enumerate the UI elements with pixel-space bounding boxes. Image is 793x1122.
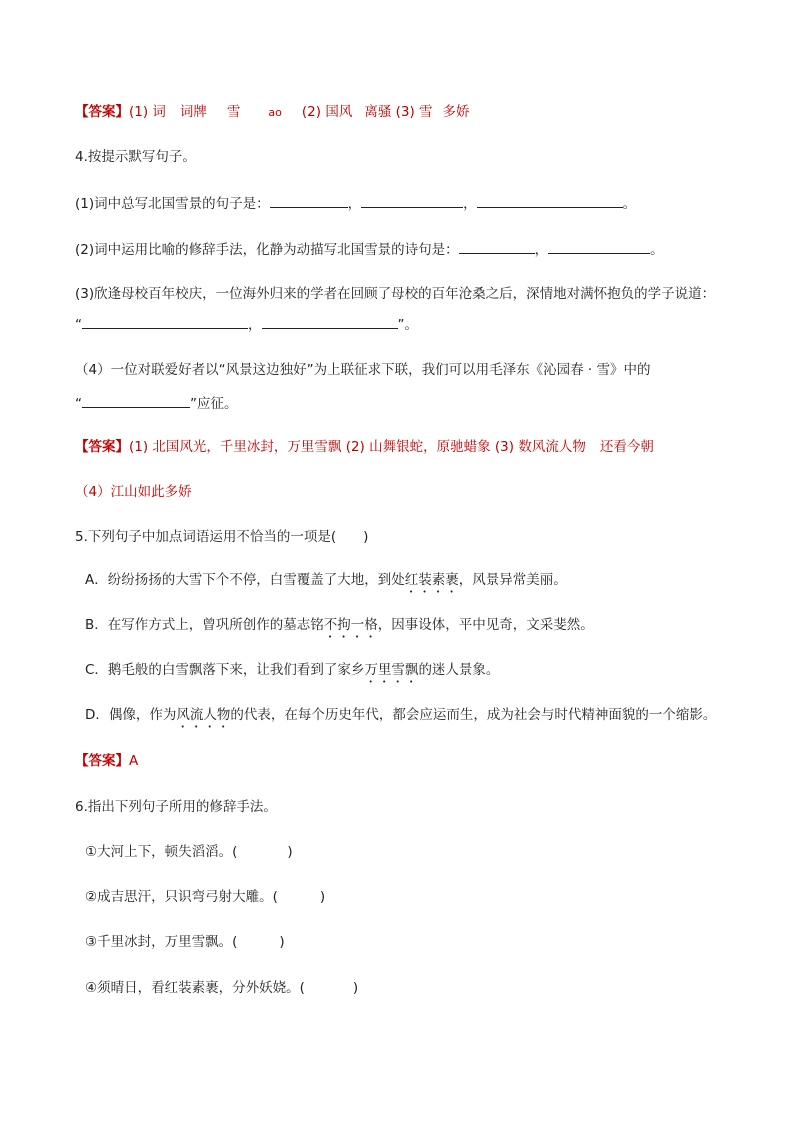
answer-4-line-2: [75, 482, 192, 502]
answer-blank[interactable]: [82, 393, 190, 408]
open-quote: “: [75, 396, 82, 412]
item-end: ”应征。: [190, 396, 238, 412]
dotted-word: 不拘一格: [323, 617, 378, 633]
dotted-word: 红装素裹: [404, 572, 459, 588]
item-text: ①大河上下，顿失滔滔。(: [85, 844, 238, 860]
answer-part: ao: [268, 106, 282, 119]
answer-part: (2) 国风: [301, 104, 353, 120]
answer-tag: 【答案】: [75, 753, 129, 769]
option-d[interactable]: [85, 705, 716, 731]
answer-part: (1) 北国风光，千里冰封，万里雪飘 (2) 山舞银蛇，原驰蜡象 (3) 数风流人物: [129, 439, 586, 455]
question-5-stem: 5.下列句子中加点词语运用不恰当的一项是( ): [75, 529, 369, 545]
answer-part: 雪: [226, 104, 241, 120]
comma: ，: [534, 242, 549, 258]
dotted-word: 风流人物: [176, 707, 231, 723]
item-text: (1)词中总写北国雪景的句子是：: [75, 196, 270, 212]
comma: ，: [347, 196, 362, 212]
question-6-stem: 6.指出下列句子所用的修辞手法。: [75, 799, 277, 815]
answer-blank[interactable]: [270, 193, 348, 208]
option-text: C．鹅毛般的白雪飘落下来，让我们看到了家乡: [85, 662, 365, 678]
answer-blank[interactable]: [262, 314, 398, 329]
option-b[interactable]: [85, 615, 594, 641]
close-paren: ): [279, 934, 285, 950]
answer-blank[interactable]: [459, 239, 535, 254]
option-text: D．偶像，作为: [85, 707, 177, 723]
answer-tag: 【答案】: [75, 439, 129, 455]
answer-blank[interactable]: [82, 314, 248, 329]
close-quote: ”。: [397, 317, 418, 333]
option-text: 的代表，在每个历史年代，都会应运而生，成为社会与时代精神面貌的一个缩影。: [230, 707, 717, 723]
close-paren: ): [319, 889, 326, 905]
answer-5: [75, 751, 138, 771]
answer-tag: 【答案】: [75, 104, 129, 120]
question-6-item-1: [85, 842, 293, 862]
option-a[interactable]: [85, 570, 567, 596]
comma: ，: [463, 196, 477, 212]
question-4-stem: 4.按提示默写句子。: [75, 149, 196, 165]
item-text: ④须晴日，看红装素裹，分外妖娆。(: [85, 980, 305, 996]
answer-blank[interactable]: [361, 193, 463, 208]
answer-part: 多娇: [442, 104, 470, 120]
period: 。: [650, 242, 664, 258]
question-4-item-3-blanks: [75, 314, 418, 335]
item-text: ②成吉思汗，只识弯弓射大雕。(: [85, 889, 278, 905]
item-text: ③千里冰封，万里雪飘。(: [85, 934, 238, 950]
dotted-word: 万里雪飘: [364, 662, 419, 678]
answer-part: (1) 词: [129, 104, 166, 120]
answer-4: [75, 437, 654, 457]
question-4-item-4: （4）一位对联爱好者以“风景这边独好”为上联征求下联，我们可以用毛泽东《沁园春 · 雪》中的: [75, 362, 651, 378]
question-4-item-1: [75, 193, 636, 214]
answer-blank[interactable]: [477, 193, 623, 208]
close-paren: ): [352, 980, 359, 996]
answer-3: [75, 102, 470, 123]
answer-part: A: [129, 753, 139, 769]
item-text: (2)词中运用比喻的修辞手法，化静为动描写北国雪景的诗句是：: [75, 242, 459, 258]
option-text: ，风景异常美丽。: [458, 572, 567, 588]
question-4-item-3: (3)欣逢母校百年校庆，一位海外归来的学者在回顾了母校的百年沧桑之后，深情地对满怀抱负的学子说道：: [75, 286, 716, 302]
answer-part: （4）江山如此多娇: [75, 484, 192, 500]
option-text: ，因事设体，平中见奇，文采斐然。: [377, 617, 594, 633]
question-6-item-4: [85, 978, 358, 998]
question-4-item-2: [75, 239, 664, 260]
question-6-item-2: [85, 887, 325, 907]
question-4-item-4-blank: [75, 393, 238, 414]
option-text: B．在写作方式上，曾巩所创作的墓志铭: [85, 617, 324, 633]
question-6-item-3: [85, 932, 285, 952]
option-c[interactable]: [85, 660, 499, 686]
answer-blank[interactable]: [548, 239, 650, 254]
answer-part: 离骚 (3) 雪: [364, 104, 433, 120]
option-text: A．纷纷扬扬的大雪下个不停，白雪覆盖了大地，到处: [85, 572, 405, 588]
option-text: 的迷人景象。: [418, 662, 500, 678]
open-quote: “: [75, 317, 82, 333]
comma: ，: [248, 317, 262, 333]
close-paren: ): [287, 844, 293, 860]
period: 。: [622, 196, 637, 212]
answer-part: 还看今朝: [599, 439, 654, 455]
answer-part: 词牌: [179, 104, 207, 120]
